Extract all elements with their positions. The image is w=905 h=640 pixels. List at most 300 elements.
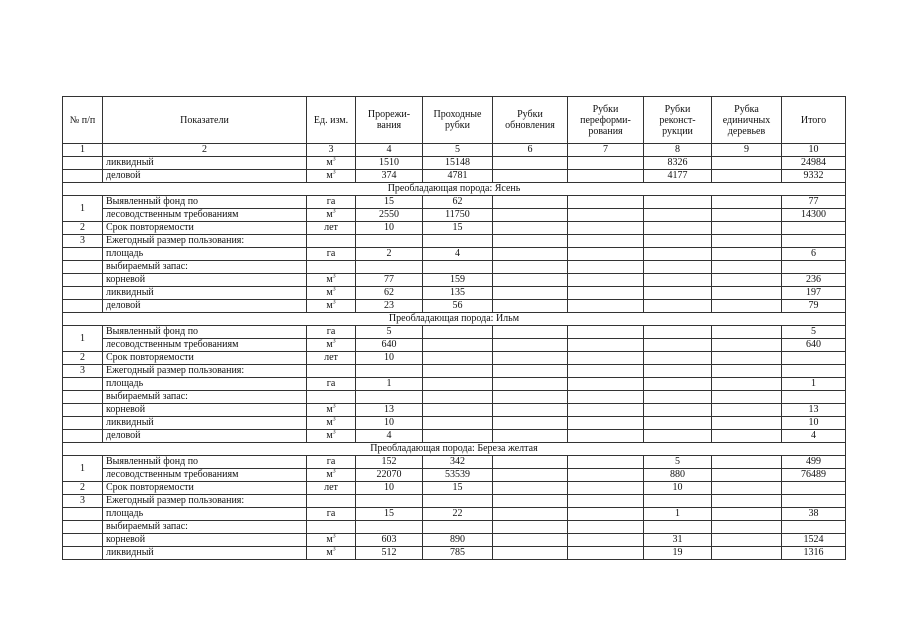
table-row: [63, 547, 846, 560]
table-cell: 19: [644, 547, 712, 560]
table-cell: [493, 274, 568, 287]
table-row: [63, 534, 846, 547]
table-cell: [307, 547, 356, 560]
table-cell: [568, 495, 644, 508]
column-number: 4: [356, 144, 423, 157]
table-cell: [423, 378, 493, 391]
row-number: [63, 547, 103, 560]
table-cell: 10: [356, 352, 423, 365]
table-cell: [712, 495, 782, 508]
table-cell: 23: [356, 300, 423, 313]
table-cell: [356, 261, 423, 274]
table-cell: [493, 469, 568, 482]
table-cell: Ежегодный размер пользования:: [103, 495, 307, 508]
unit-text: м: [326, 469, 333, 480]
table-cell: [356, 391, 423, 404]
table-cell: [712, 209, 782, 222]
table-cell: [493, 339, 568, 352]
table-cell: [782, 521, 846, 534]
table-cell: [423, 261, 493, 274]
table-cell: [644, 209, 712, 222]
table-cell: [712, 378, 782, 391]
table-cell: [307, 170, 356, 183]
table-cell: [782, 261, 846, 274]
table-cell: [568, 547, 644, 560]
table-cell: [568, 157, 644, 170]
column-header: Рубка единичных деревьев: [712, 97, 782, 144]
unit-text: м: [326, 339, 333, 350]
table-cell: Срок повторяемости: [103, 482, 307, 495]
unit-text: м: [326, 287, 333, 298]
table-cell: 9332: [782, 170, 846, 183]
row-number: 1: [63, 196, 103, 222]
table-cell: [493, 378, 568, 391]
row-number: [63, 300, 103, 313]
table-cell: [712, 391, 782, 404]
column-number: 7: [568, 144, 644, 157]
table-cell: 2: [356, 248, 423, 261]
row-number: [63, 430, 103, 443]
table-cell: Ежегодный размер пользования:: [103, 235, 307, 248]
table-cell: 197: [782, 287, 846, 300]
table-cell: [423, 417, 493, 430]
table-cell: 4781: [423, 170, 493, 183]
table-cell: [712, 534, 782, 547]
table-cell: корневой: [103, 534, 307, 547]
table-cell: Выявленный фонд по: [103, 196, 307, 209]
table-cell: [568, 300, 644, 313]
table-cell: 4: [423, 248, 493, 261]
table-cell: 236: [782, 274, 846, 287]
table-cell: [712, 339, 782, 352]
unit-exponent: 3: [332, 533, 336, 540]
unit-text: м: [326, 274, 333, 285]
column-header: Рубки переформи-рования: [568, 97, 644, 144]
table-cell: [423, 326, 493, 339]
table-row: [63, 417, 846, 430]
table-row: [63, 365, 846, 378]
table-cell: [644, 430, 712, 443]
table-cell: [493, 482, 568, 495]
unit-exponent: 3: [332, 286, 336, 293]
table-row: [63, 469, 846, 482]
section-title: Преобладающая порода: Ильм: [63, 313, 846, 326]
table-cell: [423, 352, 493, 365]
section-title-row: [63, 313, 846, 326]
table-cell: [644, 339, 712, 352]
table-row: [63, 456, 846, 469]
table-cell: [307, 391, 356, 404]
table-cell: [493, 430, 568, 443]
table-cell: [493, 196, 568, 209]
table-row: [63, 378, 846, 391]
table-row: [63, 300, 846, 313]
table-cell: корневой: [103, 404, 307, 417]
table-cell: [423, 521, 493, 534]
table-cell: [712, 521, 782, 534]
row-number: 2: [63, 222, 103, 235]
row-number: 3: [63, 495, 103, 508]
table-row: [63, 157, 846, 170]
table-row: [63, 391, 846, 404]
unit-text: м: [326, 157, 333, 168]
table-cell: [307, 209, 356, 222]
table-cell: [493, 248, 568, 261]
table-cell: [644, 378, 712, 391]
table-cell: корневой: [103, 274, 307, 287]
table-cell: 1510: [356, 157, 423, 170]
table-cell: [356, 235, 423, 248]
table-cell: 1: [782, 378, 846, 391]
table-cell: [568, 248, 644, 261]
table-cell: [568, 521, 644, 534]
table-body: [63, 97, 846, 560]
table-cell: 11750: [423, 209, 493, 222]
table-cell: [307, 430, 356, 443]
table-cell: 22: [423, 508, 493, 521]
table-cell: [493, 222, 568, 235]
table-cell: [63, 170, 103, 183]
table-row: [63, 261, 846, 274]
unit-exponent: 3: [332, 546, 336, 553]
table-cell: деловой: [103, 170, 307, 183]
column-header: Рубки обновления: [493, 97, 568, 144]
table-cell: [568, 222, 644, 235]
table-cell: 880: [644, 469, 712, 482]
table-row: [63, 404, 846, 417]
column-number: 1: [63, 144, 103, 157]
table-cell: [644, 248, 712, 261]
table-cell: 4: [356, 430, 423, 443]
table-row: [63, 274, 846, 287]
table-cell: 890: [423, 534, 493, 547]
unit-exponent: 3: [332, 273, 336, 280]
unit-text: м: [326, 209, 333, 220]
column-header: Итого: [782, 97, 846, 144]
table-cell: 5: [782, 326, 846, 339]
table-cell: 1: [356, 378, 423, 391]
column-header: № п/п: [63, 97, 103, 144]
table-cell: [493, 352, 568, 365]
table-cell: [712, 404, 782, 417]
table-cell: [712, 469, 782, 482]
table-cell: деловой: [103, 430, 307, 443]
table-cell: [712, 170, 782, 183]
table-cell: [712, 222, 782, 235]
section-title: Преобладающая порода: Ясень: [63, 183, 846, 196]
table-row: [63, 482, 846, 495]
table-cell: [644, 521, 712, 534]
table-cell: 6: [782, 248, 846, 261]
table-cell: [712, 352, 782, 365]
table-row: [63, 248, 846, 261]
table-cell: [307, 521, 356, 534]
table-cell: [712, 430, 782, 443]
header-row: [63, 97, 846, 144]
table-cell: [493, 261, 568, 274]
table-cell: Выявленный фонд по: [103, 456, 307, 469]
table-row: [63, 222, 846, 235]
table-row: [63, 495, 846, 508]
column-header: Проходные рубки: [423, 97, 493, 144]
table-cell: [782, 482, 846, 495]
row-number: [63, 417, 103, 430]
row-number: 1: [63, 456, 103, 482]
table-cell: [644, 235, 712, 248]
table-row: [63, 196, 846, 209]
table-cell: [568, 274, 644, 287]
table-cell: [644, 417, 712, 430]
table-cell: га: [307, 456, 356, 469]
table-cell: [568, 352, 644, 365]
table-cell: 15: [356, 196, 423, 209]
table-cell: 15: [423, 482, 493, 495]
table-cell: [356, 521, 423, 534]
table-cell: [493, 170, 568, 183]
table-cell: [712, 287, 782, 300]
row-number: 1: [63, 326, 103, 352]
table-cell: 15: [423, 222, 493, 235]
table-cell: ликвидный: [103, 287, 307, 300]
table-cell: [493, 456, 568, 469]
forest-use-table: [62, 96, 846, 560]
table-cell: 13: [782, 404, 846, 417]
unit-exponent: 3: [332, 208, 336, 215]
table-cell: [493, 209, 568, 222]
table-cell: [712, 157, 782, 170]
table-cell: 10: [356, 482, 423, 495]
row-number: [63, 404, 103, 417]
table-cell: 1316: [782, 547, 846, 560]
table-cell: [423, 365, 493, 378]
row-number: 2: [63, 352, 103, 365]
table-cell: [307, 274, 356, 287]
table-cell: 2550: [356, 209, 423, 222]
table-cell: Срок повторяемости: [103, 222, 307, 235]
table-cell: 14300: [782, 209, 846, 222]
table-cell: [712, 456, 782, 469]
table-cell: 159: [423, 274, 493, 287]
table-cell: 785: [423, 547, 493, 560]
row-number: [63, 391, 103, 404]
unit-exponent: 3: [332, 468, 336, 475]
column-number: 8: [644, 144, 712, 157]
table-cell: 62: [423, 196, 493, 209]
table-cell: [782, 352, 846, 365]
table-row: [63, 339, 846, 352]
column-header: Ед. изм.: [307, 97, 356, 144]
table-cell: лесоводственным требованиям: [103, 469, 307, 482]
table-cell: [644, 261, 712, 274]
table-cell: [644, 196, 712, 209]
table-cell: [356, 495, 423, 508]
table-cell: 1: [644, 508, 712, 521]
table-cell: [568, 196, 644, 209]
table-cell: 152: [356, 456, 423, 469]
table-cell: 15: [356, 508, 423, 521]
table-cell: 499: [782, 456, 846, 469]
table-cell: [423, 495, 493, 508]
table-cell: [493, 235, 568, 248]
table-cell: 15148: [423, 157, 493, 170]
column-number: 3: [307, 144, 356, 157]
table-cell: 10: [356, 222, 423, 235]
table-cell: [568, 339, 644, 352]
table-cell: ликвидный: [103, 417, 307, 430]
row-number: [63, 261, 103, 274]
table-cell: га: [307, 508, 356, 521]
column-number: 2: [103, 144, 307, 157]
table-cell: [307, 261, 356, 274]
table-cell: 640: [356, 339, 423, 352]
table-cell: выбираемый запас:: [103, 391, 307, 404]
unit-text: м: [326, 547, 333, 558]
section-title-row: [63, 183, 846, 196]
table-cell: Ежегодный размер пользования:: [103, 365, 307, 378]
table-cell: лесоводственным требованиям: [103, 209, 307, 222]
table-cell: 77: [356, 274, 423, 287]
table-cell: [644, 326, 712, 339]
column-header: Показатели: [103, 97, 307, 144]
table-cell: лет: [307, 352, 356, 365]
table-cell: [568, 404, 644, 417]
table-cell: [568, 534, 644, 547]
table-cell: 10: [782, 417, 846, 430]
table-cell: лет: [307, 482, 356, 495]
table-cell: [782, 365, 846, 378]
table-cell: [568, 235, 644, 248]
table-row: [63, 430, 846, 443]
table-cell: [712, 248, 782, 261]
table-cell: 24984: [782, 157, 846, 170]
table-cell: [493, 391, 568, 404]
table-cell: [493, 417, 568, 430]
table-cell: [493, 365, 568, 378]
table-cell: [307, 534, 356, 547]
table-cell: 38: [782, 508, 846, 521]
unit-exponent: 3: [332, 403, 336, 410]
column-number-row: [63, 144, 846, 157]
row-number: [63, 521, 103, 534]
table-cell: [568, 391, 644, 404]
table-cell: [712, 508, 782, 521]
column-number: 9: [712, 144, 782, 157]
table-cell: 56: [423, 300, 493, 313]
table-cell: га: [307, 378, 356, 391]
table-cell: [644, 495, 712, 508]
unit-text: м: [326, 300, 333, 311]
table-cell: [782, 222, 846, 235]
table-cell: 76489: [782, 469, 846, 482]
table-cell: 5: [644, 456, 712, 469]
table-cell: 62: [356, 287, 423, 300]
unit-exponent: 3: [332, 429, 336, 436]
table-cell: 603: [356, 534, 423, 547]
table-cell: [568, 326, 644, 339]
table-cell: [568, 209, 644, 222]
column-number: 10: [782, 144, 846, 157]
table-cell: 342: [423, 456, 493, 469]
table-cell: [644, 352, 712, 365]
table-cell: площадь: [103, 508, 307, 521]
table-cell: [712, 482, 782, 495]
row-number: [63, 287, 103, 300]
table-cell: [568, 508, 644, 521]
table-cell: [712, 274, 782, 287]
table-cell: 374: [356, 170, 423, 183]
table-cell: [568, 287, 644, 300]
row-number: [63, 248, 103, 261]
table-cell: [423, 339, 493, 352]
table-cell: площадь: [103, 248, 307, 261]
table-cell: 10: [356, 417, 423, 430]
table-cell: [644, 404, 712, 417]
table-cell: [644, 287, 712, 300]
table-cell: [644, 222, 712, 235]
section-title: Преобладающая порода: Береза желтая: [63, 443, 846, 456]
table-cell: [493, 534, 568, 547]
table-row: [63, 235, 846, 248]
table-row: [63, 170, 846, 183]
table-row: [63, 521, 846, 534]
table-cell: [782, 495, 846, 508]
table-cell: [568, 261, 644, 274]
table-cell: 8326: [644, 157, 712, 170]
table-cell: [493, 404, 568, 417]
table-cell: 79: [782, 300, 846, 313]
unit-text: м: [326, 430, 333, 441]
table-cell: [307, 404, 356, 417]
table-cell: [568, 417, 644, 430]
table-cell: площадь: [103, 378, 307, 391]
table-cell: [423, 391, 493, 404]
table-cell: [568, 430, 644, 443]
table-cell: [782, 391, 846, 404]
unit-text: м: [326, 170, 333, 181]
row-number: [63, 534, 103, 547]
table-cell: [568, 378, 644, 391]
table-row: [63, 326, 846, 339]
table-cell: га: [307, 248, 356, 261]
table-cell: ликвидный: [103, 157, 307, 170]
table-cell: га: [307, 326, 356, 339]
table-cell: [307, 300, 356, 313]
table-cell: 10: [644, 482, 712, 495]
table-row: [63, 508, 846, 521]
table-cell: [307, 495, 356, 508]
table-cell: [644, 300, 712, 313]
table-cell: [307, 157, 356, 170]
unit-exponent: 3: [332, 169, 336, 176]
row-number: [63, 378, 103, 391]
table-cell: 135: [423, 287, 493, 300]
row-number: [63, 508, 103, 521]
table-cell: 5: [356, 326, 423, 339]
table-cell: [644, 391, 712, 404]
table-cell: выбираемый запас:: [103, 521, 307, 534]
table-row: [63, 352, 846, 365]
table-cell: [493, 287, 568, 300]
table-cell: 53539: [423, 469, 493, 482]
table-cell: [493, 326, 568, 339]
unit-exponent: 3: [332, 156, 336, 163]
table-cell: [712, 300, 782, 313]
unit-text: м: [326, 534, 333, 545]
table-cell: [493, 300, 568, 313]
table-cell: 22070: [356, 469, 423, 482]
table-cell: лет: [307, 222, 356, 235]
unit-text: м: [326, 417, 333, 428]
